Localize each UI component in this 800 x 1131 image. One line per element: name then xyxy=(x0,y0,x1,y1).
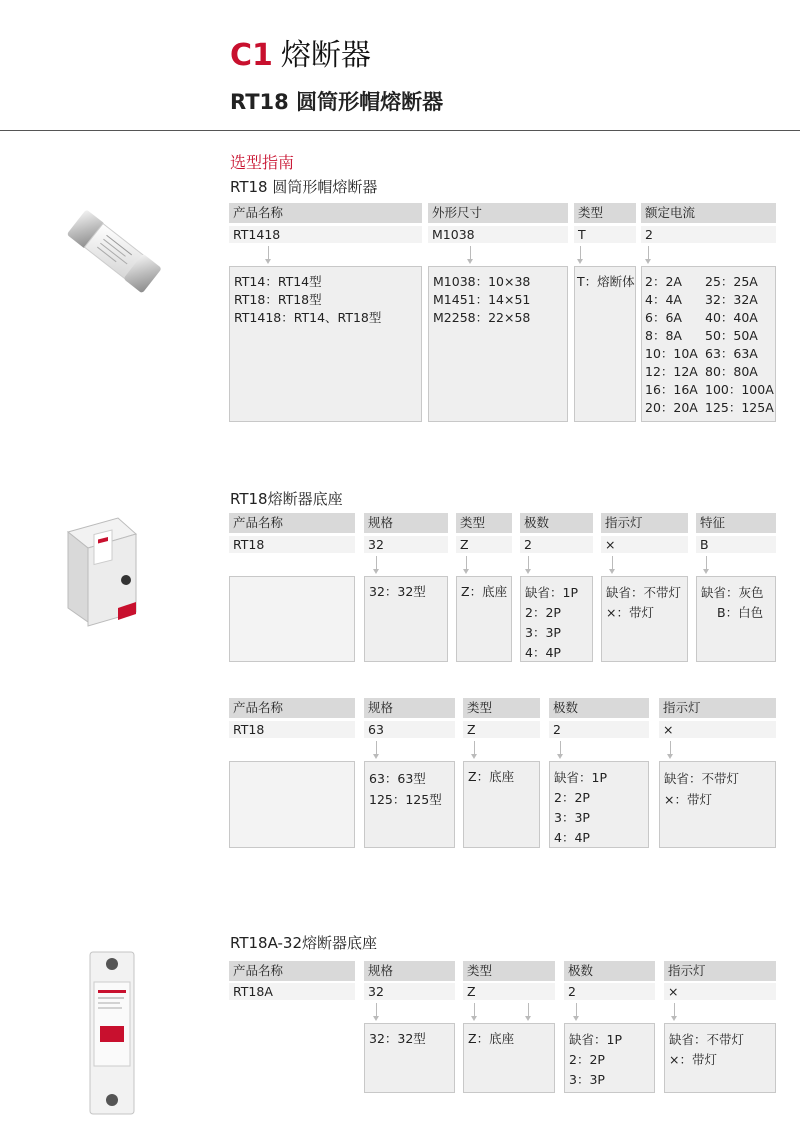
option-item: 40：40A xyxy=(705,310,758,325)
s4-value-type: Z xyxy=(463,983,555,1000)
s1-value-size: M1038 xyxy=(428,226,568,243)
s1-current-options xyxy=(641,266,776,422)
s2-header-feature: 特征 xyxy=(696,513,776,533)
option-item: M1451：14×51 xyxy=(433,292,531,307)
option-item: 2：2A xyxy=(645,274,682,289)
option-item: 4：4P xyxy=(554,830,590,845)
s3-arrow-type xyxy=(474,741,475,755)
s2-value-spec: 32 xyxy=(364,536,448,553)
option-item: ×：带灯 xyxy=(606,605,654,620)
s3-arrow-spec xyxy=(376,741,377,755)
chapter-code: C1 xyxy=(230,38,273,73)
s2-arrow-poles xyxy=(528,556,529,570)
s3-value-product-name: RT18 xyxy=(229,721,355,738)
s4-arrow-type xyxy=(474,1003,475,1017)
s4-lamp-options xyxy=(664,1023,776,1093)
option-item: 32：32A xyxy=(705,292,758,307)
s2-type-options xyxy=(456,576,512,662)
catalog-heading xyxy=(230,38,371,74)
option-item: B：白色 xyxy=(717,605,764,620)
option-item: 缺省：不带灯 xyxy=(669,1032,745,1047)
option-item: 3：3P xyxy=(554,810,590,825)
section2-title: RT18熔断器底座 xyxy=(230,490,343,508)
s2-feature-options xyxy=(696,576,776,662)
s4-arrow-lamp xyxy=(674,1003,675,1017)
option-item: RT14：RT14型 xyxy=(234,274,322,289)
s2-name-blank xyxy=(229,576,355,662)
option-item: 4：4A xyxy=(645,292,682,307)
option-item: 20：20A xyxy=(645,400,698,415)
selection-guide-title: 选型指南 xyxy=(230,153,295,172)
s2-value-product-name: RT18 xyxy=(229,536,355,553)
s4-value-lamp: × xyxy=(664,983,776,1000)
option-item: 25：25A xyxy=(705,274,758,289)
option-item: M2258：22×58 xyxy=(433,310,531,325)
s2-pole-options xyxy=(520,576,593,662)
s1-arrow-current xyxy=(648,246,649,260)
s3-value-spec: 63 xyxy=(364,721,455,738)
option-item: 缺省：不带灯 xyxy=(606,585,682,600)
option-item: 缺省：1P xyxy=(554,770,607,785)
s3-value-lamp: × xyxy=(659,721,776,738)
s3-type-options xyxy=(463,761,540,848)
option-item: 63：63A xyxy=(705,346,758,361)
s2-value-lamp: × xyxy=(601,536,688,553)
option-item: 缺省：灰色 xyxy=(701,585,764,600)
s3-header-spec: 规格 xyxy=(364,698,455,718)
s3-arrow-lamp xyxy=(670,741,671,755)
s2-header-product-name: 产品名称 xyxy=(229,513,355,533)
s4-value-product-name: RT18A xyxy=(229,983,355,1000)
option-item: 缺省：1P xyxy=(525,585,578,600)
s1-value-type: T xyxy=(574,226,636,243)
s2-arrow-lamp xyxy=(612,556,613,570)
option-item: ×：带灯 xyxy=(664,792,712,807)
s4-value-poles: 2 xyxy=(564,983,655,1000)
option-item: ×：带灯 xyxy=(669,1052,717,1067)
s4-spec-options xyxy=(364,1023,455,1093)
s3-spec-options xyxy=(364,761,455,848)
s4-header-lamp: 指示灯 xyxy=(664,961,776,981)
s1-name-options xyxy=(229,266,422,422)
option-item: 2：2P xyxy=(554,790,590,805)
option-item: 缺省：1P xyxy=(569,1032,622,1047)
s2-value-feature: B xyxy=(696,536,776,553)
s1-arrow-type xyxy=(580,246,581,260)
option-item: RT18：RT18型 xyxy=(234,292,322,307)
section1-title: RT18 圆筒形帽熔断器 xyxy=(230,178,378,196)
s1-header-product-name: 产品名称 xyxy=(229,203,422,223)
s2-value-poles: 2 xyxy=(520,536,593,553)
s4-value-spec: 32 xyxy=(364,983,455,1000)
option-item: 2：2P xyxy=(569,1052,605,1067)
option-item: T：熔断体 xyxy=(577,274,635,289)
s4-header-product-name: 产品名称 xyxy=(229,961,355,981)
option-item: 12：12A xyxy=(645,364,698,379)
s2-header-spec: 规格 xyxy=(364,513,448,533)
s1-size-options xyxy=(428,266,568,422)
option-item: 3：3P xyxy=(569,1072,605,1087)
s1-arrow-name xyxy=(268,246,269,260)
s3-name-blank xyxy=(229,761,355,848)
page-subtitle: RT18 圆筒形帽熔断器 xyxy=(230,90,444,114)
s1-header-size: 外形尺寸 xyxy=(428,203,568,223)
fuse-base-image xyxy=(48,512,158,642)
option-item: 50：50A xyxy=(705,328,758,343)
s3-header-product-name: 产品名称 xyxy=(229,698,355,718)
option-item: 80：80A xyxy=(705,364,758,379)
option-item: 3：3P xyxy=(525,625,561,640)
option-item: 6：6A xyxy=(645,310,682,325)
s3-value-type: Z xyxy=(463,721,540,738)
fuse-cartridge-image xyxy=(58,192,173,312)
header-divider xyxy=(0,130,800,131)
s2-header-lamp: 指示灯 xyxy=(601,513,688,533)
s3-lamp-options xyxy=(659,761,776,848)
s4-type-options xyxy=(463,1023,555,1093)
option-item: 10：10A xyxy=(645,346,698,361)
s1-value-current: 2 xyxy=(641,226,776,243)
option-item: 32：32型 xyxy=(369,1031,426,1046)
option-item: 4：4P xyxy=(525,645,561,660)
s1-header-current: 额定电流 xyxy=(641,203,776,223)
s3-header-poles: 极数 xyxy=(549,698,649,718)
s2-arrow-feature xyxy=(706,556,707,570)
option-item: 125：125型 xyxy=(369,792,442,807)
s1-header-type: 类型 xyxy=(574,203,636,223)
option-item: 100：100A xyxy=(705,382,774,397)
s4-pole-options xyxy=(564,1023,655,1093)
s1-value-product-name: RT1418 xyxy=(229,226,422,243)
section4-title: RT18A-32熔断器底座 xyxy=(230,934,378,952)
s3-pole-options xyxy=(549,761,649,848)
s1-type-options xyxy=(574,266,636,422)
s4-arrow-type-2 xyxy=(528,1003,529,1017)
s4-arrow-poles xyxy=(576,1003,577,1017)
s4-header-type: 类型 xyxy=(463,961,555,981)
option-item: Z：底座 xyxy=(468,769,515,784)
s4-header-poles: 极数 xyxy=(564,961,655,981)
option-item: 16：16A xyxy=(645,382,698,397)
s3-arrow-poles xyxy=(560,741,561,755)
option-item: Z：底座 xyxy=(461,584,508,599)
s3-header-lamp: 指示灯 xyxy=(659,698,776,718)
s2-arrow-spec xyxy=(376,556,377,570)
s4-arrow-spec xyxy=(376,1003,377,1017)
s2-lamp-options xyxy=(601,576,688,662)
s4-header-spec: 规格 xyxy=(364,961,455,981)
option-item: 32：32型 xyxy=(369,584,426,599)
chapter-name: 熔断器 xyxy=(280,38,371,73)
option-item: M1038：10×38 xyxy=(433,274,531,289)
option-item: 2：2P xyxy=(525,605,561,620)
din-fuse-base-image xyxy=(82,948,142,1118)
option-item: Z：底座 xyxy=(468,1031,515,1046)
s3-header-type: 类型 xyxy=(463,698,540,718)
s2-arrow-type xyxy=(466,556,467,570)
option-item: 63：63型 xyxy=(369,771,426,786)
option-item: RT1418：RT14、RT18型 xyxy=(234,310,382,325)
option-item: 8：8A xyxy=(645,328,682,343)
s2-header-type: 类型 xyxy=(456,513,512,533)
s1-arrow-size xyxy=(470,246,471,260)
option-item: 缺省：不带灯 xyxy=(664,771,740,786)
s2-spec-options xyxy=(364,576,448,662)
s3-value-poles: 2 xyxy=(549,721,649,738)
s2-header-poles: 极数 xyxy=(520,513,593,533)
s2-value-type: Z xyxy=(456,536,512,553)
option-item: 125：125A xyxy=(705,400,774,415)
